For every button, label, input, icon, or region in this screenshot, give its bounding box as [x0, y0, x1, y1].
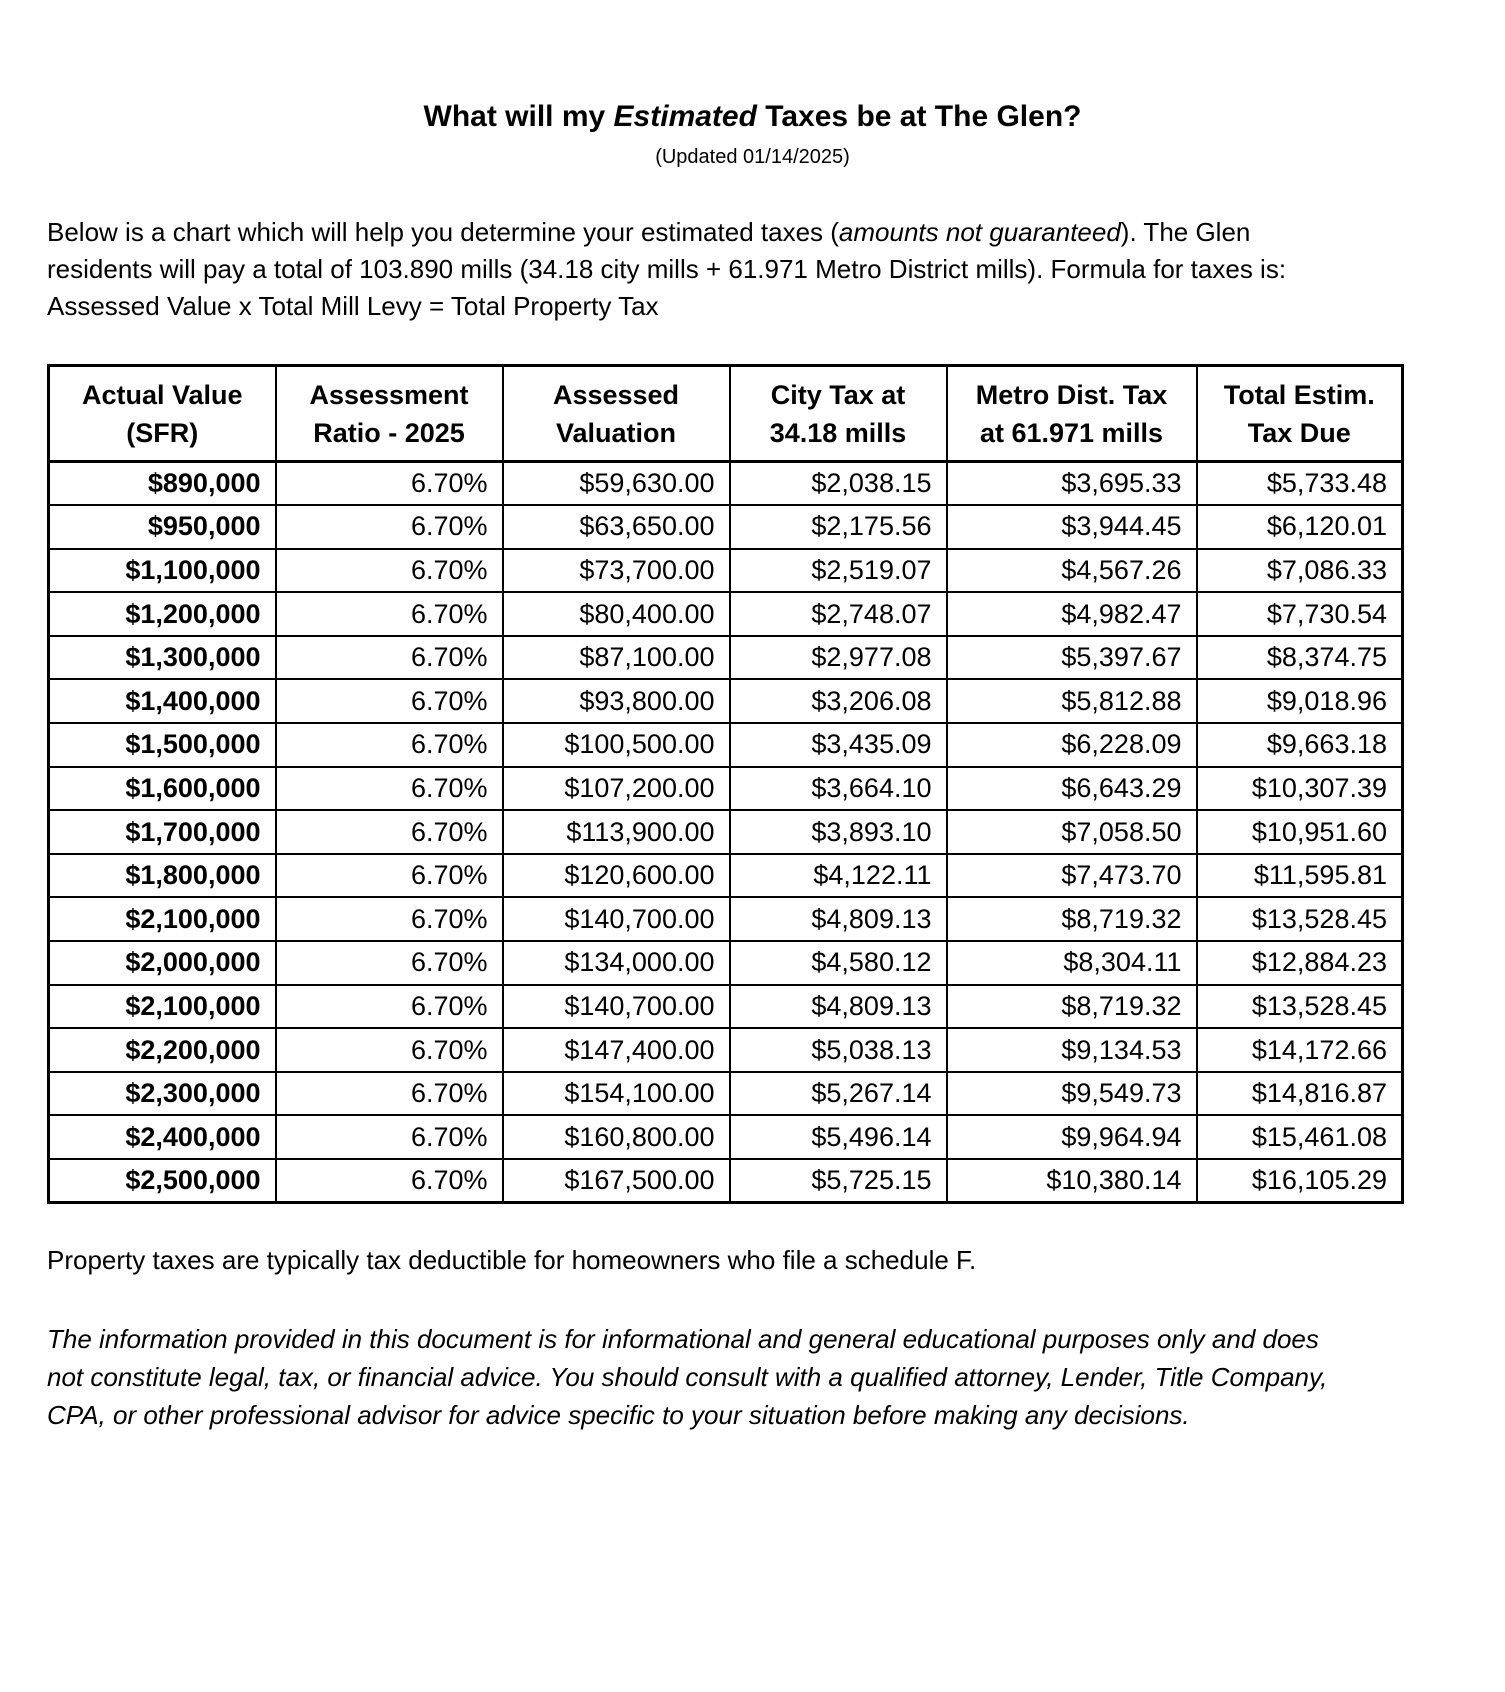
cell-assessed-valuation: $73,700.00: [503, 549, 730, 593]
column-header-metro-dist-tax: [947, 366, 1197, 462]
table-row: [49, 636, 1403, 680]
cell-assessed-valuation: $87,100.00: [503, 636, 730, 680]
deduction-note: Property taxes are typically tax deductible for homeowners who file a schedule F.: [47, 1245, 977, 1275]
cell-assessed-valuation: $100,500.00: [503, 723, 730, 767]
cell-assessed-valuation: $59,630.00: [503, 462, 730, 506]
cell-assessed-valuation: $113,900.00: [503, 810, 730, 854]
cell-assessed-valuation: $80,400.00: [503, 592, 730, 636]
column-header-line: Tax Due: [1247, 417, 1351, 448]
column-header-line: Valuation: [555, 417, 677, 448]
cell-total-tax-due: $10,307.39: [1197, 767, 1403, 811]
cell-total-tax-due: $7,730.54: [1197, 592, 1403, 636]
cell-total-tax-due: $8,374.75: [1197, 636, 1403, 680]
intro-line-1-end: ). The Glen: [1120, 217, 1251, 247]
column-header-line: Total Estim.: [1223, 379, 1375, 410]
cell-metro-dist-tax: $5,812.88: [947, 679, 1197, 723]
disclaimer-line-2: not constitute legal, tax, or financial advice. You should consult with a qualified attorney, Lender, Title Company,: [47, 1362, 1328, 1392]
tax-table-body: [49, 462, 1403, 1203]
cell-assessment-ratio: 6.70%: [276, 1072, 503, 1116]
cell-city-tax: $4,809.13: [730, 897, 947, 941]
cell-assessment-ratio: 6.70%: [276, 723, 503, 767]
title-after: Taxes be at The Glen?: [756, 100, 1082, 133]
cell-city-tax: $3,664.10: [730, 767, 947, 811]
table-row: [49, 985, 1403, 1029]
cell-actual-value: $1,500,000: [49, 723, 276, 767]
cell-metro-dist-tax: $7,058.50: [947, 810, 1197, 854]
cell-actual-value: $1,600,000: [49, 767, 276, 811]
cell-total-tax-due: $15,461.08: [1197, 1115, 1403, 1159]
table-row: [49, 549, 1403, 593]
cell-metro-dist-tax: $6,643.29: [947, 767, 1197, 811]
cell-total-tax-due: $9,018.96: [1197, 679, 1403, 723]
cell-assessment-ratio: 6.70%: [276, 636, 503, 680]
cell-city-tax: $4,809.13: [730, 985, 947, 1029]
cell-assessment-ratio: 6.70%: [276, 549, 503, 593]
cell-city-tax: $2,175.56: [730, 505, 947, 549]
table-row: [49, 1072, 1403, 1116]
title-emphasis: Estimated: [613, 100, 757, 133]
table-row: [49, 1159, 1403, 1203]
column-header-assessed-valuation: [503, 366, 730, 462]
cell-assessment-ratio: 6.70%: [276, 941, 503, 985]
cell-city-tax: $2,038.15: [730, 462, 947, 506]
intro-line-3: Assessed Value x Total Mill Levy = Total Property Tax: [47, 291, 659, 321]
cell-city-tax: $5,496.14: [730, 1115, 947, 1159]
table-row: [49, 810, 1403, 854]
cell-actual-value: $1,100,000: [49, 549, 276, 593]
cell-total-tax-due: $7,086.33: [1197, 549, 1403, 593]
cell-assessed-valuation: $93,800.00: [503, 679, 730, 723]
cell-city-tax: $3,435.09: [730, 723, 947, 767]
cell-assessed-valuation: $120,600.00: [503, 854, 730, 898]
column-header-line: Actual Value: [81, 379, 243, 410]
cell-city-tax: $5,725.15: [730, 1159, 947, 1203]
cell-metro-dist-tax: $8,719.32: [947, 985, 1197, 1029]
cell-city-tax: $3,893.10: [730, 810, 947, 854]
table-row: [49, 723, 1403, 767]
cell-assessment-ratio: 6.70%: [276, 1115, 503, 1159]
intro-line-2: residents will pay a total of 103.890 mills (34.18 city mills + 61.971 Metro District mills). Formula for taxes is:: [47, 254, 1287, 284]
cell-assessed-valuation: $134,000.00: [503, 941, 730, 985]
cell-total-tax-due: $6,120.01: [1197, 505, 1403, 549]
table-row: [49, 592, 1403, 636]
intro-line-1-start: Below is a chart which will help you determine your estimated taxes (: [47, 217, 839, 247]
cell-total-tax-due: $11,595.81: [1197, 854, 1403, 898]
table-row: [49, 941, 1403, 985]
table-row: [49, 1028, 1403, 1072]
cell-actual-value: $2,200,000: [49, 1028, 276, 1072]
cell-actual-value: $2,100,000: [49, 897, 276, 941]
table-row: [49, 1115, 1403, 1159]
column-header-assessment-ratio: [276, 366, 503, 462]
column-header-city-tax: [730, 366, 947, 462]
column-header-line: Ratio - 2025: [313, 417, 465, 448]
tax-table: [47, 364, 1404, 1204]
cell-assessment-ratio: 6.70%: [276, 854, 503, 898]
cell-total-tax-due: $14,172.66: [1197, 1028, 1403, 1072]
cell-city-tax: $2,977.08: [730, 636, 947, 680]
table-row: [49, 767, 1403, 811]
cell-assessment-ratio: 6.70%: [276, 897, 503, 941]
disclaimer-line-1: The information provided in this document is for informational and general educational purposes only and does: [47, 1324, 1319, 1354]
page-title: [0, 100, 1505, 134]
cell-actual-value: $1,200,000: [49, 592, 276, 636]
tax-table-header: [49, 366, 1403, 462]
cell-actual-value: $1,300,000: [49, 636, 276, 680]
cell-city-tax: $2,748.07: [730, 592, 947, 636]
header-row: [49, 366, 1403, 462]
cell-metro-dist-tax: $4,982.47: [947, 592, 1197, 636]
column-header-total-tax-due: [1197, 366, 1403, 462]
column-header-line: at 61.971 mills: [979, 417, 1164, 448]
table-row: [49, 505, 1403, 549]
cell-assessment-ratio: 6.70%: [276, 767, 503, 811]
cell-total-tax-due: $14,816.87: [1197, 1072, 1403, 1116]
table-row: [49, 897, 1403, 941]
cell-actual-value: $2,400,000: [49, 1115, 276, 1159]
cell-total-tax-due: $5,733.48: [1197, 462, 1403, 506]
cell-metro-dist-tax: $9,549.73: [947, 1072, 1197, 1116]
cell-actual-value: $1,800,000: [49, 854, 276, 898]
cell-metro-dist-tax: $10,380.14: [947, 1159, 1197, 1203]
cell-assessed-valuation: $140,700.00: [503, 985, 730, 1029]
cell-assessment-ratio: 6.70%: [276, 810, 503, 854]
cell-actual-value: $2,000,000: [49, 941, 276, 985]
column-header-line: Assessment: [309, 379, 469, 410]
cell-metro-dist-tax: $9,964.94: [947, 1115, 1197, 1159]
cell-assessment-ratio: 6.70%: [276, 985, 503, 1029]
disclaimer: [47, 1320, 1477, 1434]
cell-actual-value: $2,500,000: [49, 1159, 276, 1203]
cell-assessment-ratio: 6.70%: [276, 462, 503, 506]
cell-assessed-valuation: $107,200.00: [503, 767, 730, 811]
cell-metro-dist-tax: $6,228.09: [947, 723, 1197, 767]
cell-total-tax-due: $16,105.29: [1197, 1159, 1403, 1203]
cell-total-tax-due: $13,528.45: [1197, 985, 1403, 1029]
cell-total-tax-due: $13,528.45: [1197, 897, 1403, 941]
cell-metro-dist-tax: $3,695.33: [947, 462, 1197, 506]
column-header-actual-value: [49, 366, 276, 462]
cell-actual-value: $950,000: [49, 505, 276, 549]
column-header-line: City Tax at: [770, 379, 906, 410]
cell-assessed-valuation: $167,500.00: [503, 1159, 730, 1203]
cell-assessment-ratio: 6.70%: [276, 592, 503, 636]
cell-metro-dist-tax: $8,719.32: [947, 897, 1197, 941]
column-header-line: Assessed: [552, 379, 680, 410]
cell-metro-dist-tax: $8,304.11: [947, 941, 1197, 985]
cell-assessment-ratio: 6.70%: [276, 505, 503, 549]
disclaimer-line-3: CPA, or other professional advisor for advice specific to your situation before making any decisions.: [47, 1400, 1190, 1430]
cell-total-tax-due: $9,663.18: [1197, 723, 1403, 767]
table-row: [49, 679, 1403, 723]
cell-city-tax: $4,122.11: [730, 854, 947, 898]
cell-actual-value: $2,300,000: [49, 1072, 276, 1116]
table-row: [49, 462, 1403, 506]
cell-metro-dist-tax: $3,944.45: [947, 505, 1197, 549]
cell-total-tax-due: $10,951.60: [1197, 810, 1403, 854]
cell-city-tax: $5,267.14: [730, 1072, 947, 1116]
updated-date: (Updated 01/14/2025): [655, 146, 850, 168]
cell-city-tax: $4,580.12: [730, 941, 947, 985]
title-before: What will my: [423, 100, 614, 133]
column-header-line: Metro Dist. Tax: [975, 379, 1168, 410]
cell-actual-value: $1,400,000: [49, 679, 276, 723]
cell-assessed-valuation: $147,400.00: [503, 1028, 730, 1072]
cell-metro-dist-tax: $4,567.26: [947, 549, 1197, 593]
table-row: [49, 854, 1403, 898]
cell-city-tax: $3,206.08: [730, 679, 947, 723]
cell-assessment-ratio: 6.70%: [276, 1159, 503, 1203]
cell-metro-dist-tax: $5,397.67: [947, 636, 1197, 680]
cell-assessed-valuation: $63,650.00: [503, 505, 730, 549]
cell-assessed-valuation: $140,700.00: [503, 897, 730, 941]
cell-metro-dist-tax: $9,134.53: [947, 1028, 1197, 1072]
cell-actual-value: $890,000: [49, 462, 276, 506]
cell-city-tax: $2,519.07: [730, 549, 947, 593]
column-header-line: 34.18 mills: [769, 417, 907, 448]
cell-assessment-ratio: 6.70%: [276, 679, 503, 723]
cell-actual-value: $1,700,000: [49, 810, 276, 854]
intro-paragraph: [47, 214, 1467, 325]
cell-total-tax-due: $12,884.23: [1197, 941, 1403, 985]
cell-actual-value: $2,100,000: [49, 985, 276, 1029]
cell-city-tax: $5,038.13: [730, 1028, 947, 1072]
intro-line-1: [47, 214, 1467, 251]
cell-metro-dist-tax: $7,473.70: [947, 854, 1197, 898]
cell-assessed-valuation: $154,100.00: [503, 1072, 730, 1116]
intro-line-1-italic: amounts not guaranteed: [838, 217, 1121, 247]
cell-assessment-ratio: 6.70%: [276, 1028, 503, 1072]
column-header-line: (SFR): [126, 417, 199, 448]
cell-assessed-valuation: $160,800.00: [503, 1115, 730, 1159]
